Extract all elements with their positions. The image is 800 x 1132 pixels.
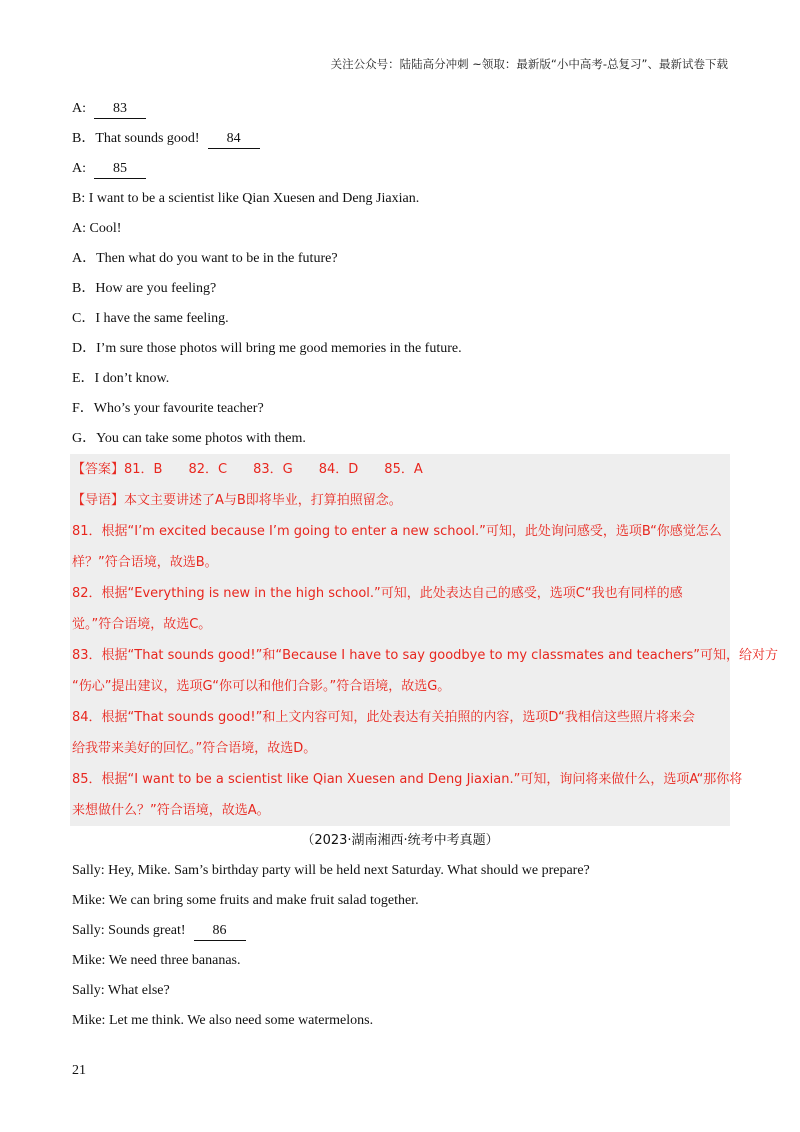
answer-key: 【答案】81．B 82．C 83．G 84．D 85．A: [72, 462, 423, 477]
dialogue-line: Sally: What else?: [72, 983, 170, 998]
explanation-line: 84．根据“That sounds good!”和上文内容可知，此处表达有关拍照的内容，选项D“我相信这些照片将来会: [72, 710, 695, 725]
option-e: E．I don’t know.: [72, 371, 170, 386]
options-list: [72, 244, 728, 454]
option-g: G．You can take some photos with them.: [72, 431, 306, 446]
question-source: （2023·湖南湘西·统考中考真题）: [301, 833, 499, 848]
page-number: 21: [72, 1063, 86, 1078]
dialogue-line: Mike: We can bring some fruits and make fruit salad together.: [72, 893, 419, 908]
dialogue-line: Sally: Sounds great! 86: [72, 916, 728, 946]
answer-blank: 86: [194, 922, 246, 941]
explanation-line: 觉。”符合语境，故选C。: [72, 617, 212, 632]
dialogue-line: B: I want to be a scientist like Qian Xuesen and Deng Jiaxian.: [72, 191, 420, 206]
dialogue-line: B．That sounds good! 84: [72, 124, 728, 154]
dialogue-1: [72, 94, 728, 244]
option-b: B．How are you feeling?: [72, 281, 217, 296]
page-content: [72, 94, 778, 1036]
page-header: 关注公众号：陆陆高分冲刺 ~领取：最新版“小中高考-总复习”、最新试卷下载: [330, 57, 728, 71]
option-d: D．I’m sure those photos will bring me good memories in the future.: [72, 341, 462, 356]
explanation-line: 样？”符合语境，故选B。: [72, 555, 218, 570]
dialogue-2: [72, 856, 728, 1036]
explanation-line: 来想做什么？”符合语境，故选A。: [72, 803, 270, 818]
answer-item: 82．C: [188, 462, 228, 477]
answer-item: 84．D: [318, 462, 359, 477]
explanation-line: 82．根据“Everything is new in the high school.”可知，此处表达自己的感受，选项C“我也有同样的感: [72, 586, 683, 601]
option-f: F．Who’s your favourite teacher?: [72, 401, 264, 416]
explanation-line: 85．根据“I want to be a scientist like Qian Xuesen and Deng Jiaxian.”可知，询问将来做什么，选项A“那你将: [72, 772, 743, 787]
answer-item: 81．B: [124, 462, 163, 477]
dialogue-line: A: Cool!: [72, 221, 122, 236]
answer-blank: 83: [94, 100, 146, 119]
dialogue-line: Mike: Let me think. We also need some watermelons.: [72, 1013, 374, 1028]
guide-text: 【导语】本文主要讲述了A与B即将毕业，打算拍照留念。: [72, 493, 402, 508]
answer-section: [70, 454, 778, 826]
explanation-line: 给我带来美好的回忆。”符合语境，故选D。: [72, 741, 317, 756]
dialogue-line: Mike: We need three bananas.: [72, 953, 241, 968]
explanation-line: “伤心”提出建议，选项G“你可以和他们合影。”符合语境，故选G。: [72, 679, 451, 694]
answer-item: 83．G: [253, 462, 293, 477]
dialogue-line: A: 83: [72, 94, 728, 124]
option-a: A．Then what do you want to be in the future?: [72, 251, 338, 266]
answer-item: 85．A: [384, 462, 423, 477]
dialogue-line: A: 85: [72, 154, 728, 184]
explanation-line: 81．根据“I’m excited because I’m going to enter a new school.”可知，此处询问感受，选项B“你感觉怎么: [72, 524, 722, 539]
dialogue-line: Sally: Hey, Mike. Sam’s birthday party will be held next Saturday. What should we prepare?: [72, 863, 590, 878]
explanation-line: 83．根据“That sounds good!”和“Because I have to say goodbye to my classmates and teachers”可知，给对方: [72, 648, 778, 663]
answer-blank: 84: [208, 130, 260, 149]
option-c: C．I have the same feeling.: [72, 311, 229, 326]
answer-blank: 85: [94, 160, 146, 179]
